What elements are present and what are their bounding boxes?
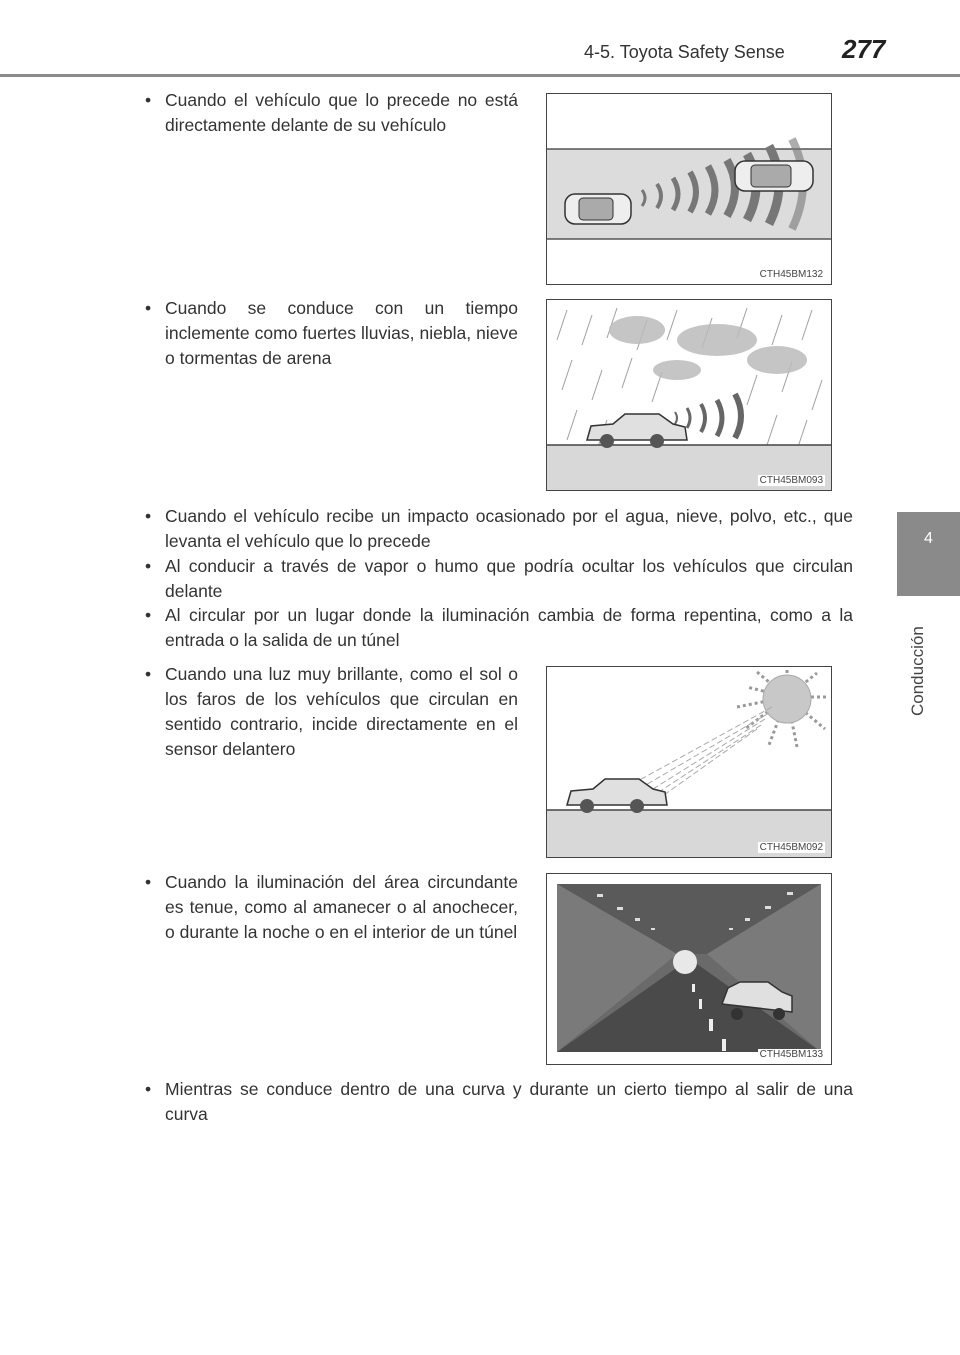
bullet-item bbox=[145, 1077, 853, 1127]
bullet-marker: • bbox=[145, 605, 152, 625]
bullet-text: Cuando el vehículo que lo precede no está directamente delante de su vehículo bbox=[165, 90, 518, 135]
bullet-marker: • bbox=[145, 90, 152, 110]
tunnel-dark-illustration bbox=[547, 874, 831, 1064]
bullet-marker: • bbox=[145, 298, 152, 318]
chapter-label: Conducción bbox=[908, 626, 927, 716]
figure-offset-vehicle bbox=[546, 93, 832, 285]
bullet-text: Mientras se conduce dentro de una curva y durante un cierto tiempo al salir de una curva bbox=[165, 1079, 853, 1124]
rain-storm-radar-illustration bbox=[547, 300, 831, 490]
bullet-text: Cuando la iluminación del área circundante es tenue, como al amanecer o al anochecer, o durante la noche o en el interior de un túnel bbox=[165, 872, 518, 942]
bullet-item bbox=[145, 554, 853, 604]
page-number: 277 bbox=[842, 34, 886, 64]
bullet-text: Cuando el vehículo recibe un impacto ocasionado por el agua, nieve, polvo, etc., que levanta el vehículo que lo precede bbox=[165, 506, 853, 551]
bullet-marker: • bbox=[145, 506, 152, 526]
bright-sun-glare-illustration bbox=[547, 667, 831, 857]
bullet-item bbox=[145, 296, 518, 371]
chapter-number: 4 bbox=[924, 530, 933, 547]
bullet-marker: • bbox=[145, 872, 152, 892]
offset-vehicle-radar-illustration bbox=[547, 94, 831, 284]
bullet-text: Al circular por un lugar donde la iluminación cambia de forma repentina, como a la entrada o la salida de un túnel bbox=[165, 605, 853, 650]
figure-caption: CTH45BM092 bbox=[759, 842, 823, 853]
bullet-marker: • bbox=[145, 556, 152, 576]
figure-sun-glare bbox=[546, 666, 832, 858]
bullet-item bbox=[145, 603, 853, 653]
figure-caption: CTH45BM133 bbox=[759, 1049, 823, 1060]
chapter-tab[interactable] bbox=[897, 512, 960, 596]
bullet-text: Al conducir a través de vapor o humo que podría ocultar los vehículos que circulan delante bbox=[165, 556, 853, 601]
car-icon bbox=[587, 414, 687, 448]
bullet-item bbox=[145, 88, 518, 138]
figure-tunnel bbox=[546, 873, 832, 1065]
section-title: 4-5. Toyota Safety Sense bbox=[584, 42, 785, 62]
rear-car-icon bbox=[565, 194, 631, 224]
front-car-icon bbox=[735, 161, 813, 191]
figure-rain-storm bbox=[546, 299, 832, 491]
bullet-marker: • bbox=[145, 1079, 152, 1099]
bullet-marker: • bbox=[145, 664, 152, 684]
figure-caption: CTH45BM093 bbox=[759, 475, 823, 486]
bullet-text: Cuando se conduce con un tiempo inclemente como fuertes lluvias, niebla, nieve o tormentas de arena bbox=[165, 298, 518, 368]
bullet-text: Cuando una luz muy brillante, como el sol o los faros de los vehículos que circulan en sentido contrario, incide directamente en el sensor delantero bbox=[165, 664, 518, 759]
bullet-item bbox=[145, 504, 853, 554]
bullet-item bbox=[145, 662, 518, 762]
bullet-item bbox=[145, 870, 518, 945]
figure-caption: CTH45BM132 bbox=[759, 269, 823, 280]
header-rule bbox=[0, 74, 960, 77]
car-icon bbox=[567, 779, 667, 813]
